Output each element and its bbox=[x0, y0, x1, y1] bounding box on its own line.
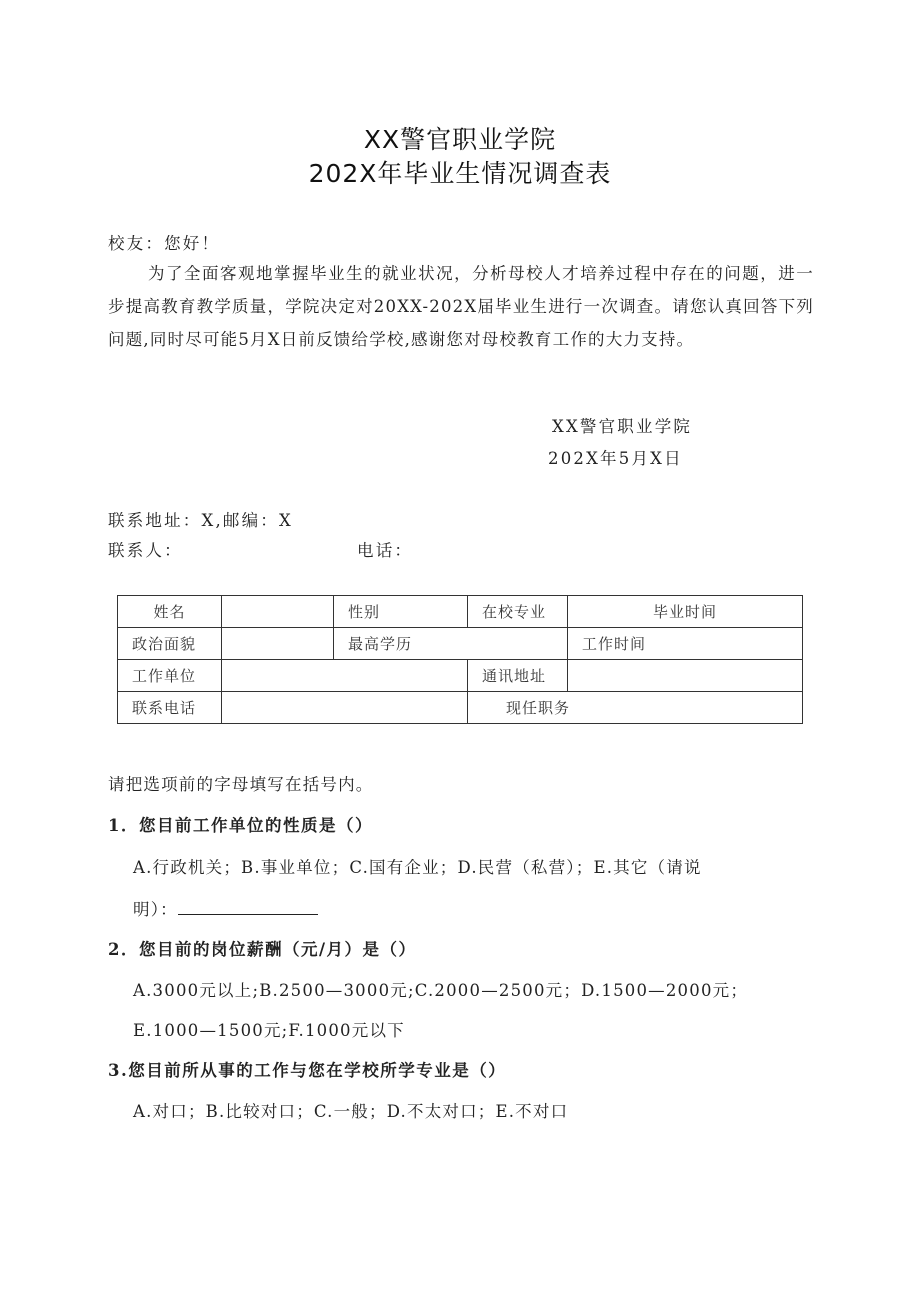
mail-address-label: 通讯地址 bbox=[468, 660, 568, 692]
phone-field[interactable] bbox=[222, 692, 468, 724]
contact-address: 联系地址：X,邮编：X bbox=[108, 511, 293, 530]
education-label: 最高学历 bbox=[334, 628, 568, 660]
question-1-other-blank[interactable] bbox=[178, 900, 318, 915]
political-label: 政治面貌 bbox=[118, 628, 222, 660]
document-title-line2: 202X年毕业生情况调查表 bbox=[308, 159, 612, 188]
grad-time-label: 毕业时间 bbox=[568, 596, 803, 628]
greeting: 校友：您好！ bbox=[108, 234, 221, 253]
gender-label: 性别 bbox=[334, 596, 468, 628]
instructions: 请把选项前的字母填写在括号内。 bbox=[108, 775, 374, 794]
phone-label: 联系电话 bbox=[118, 692, 222, 724]
intro-paragraph: 为了全面客观地掌握毕业生的就业状况，分析母校人才培养过程中存在的问题，进一步提高教育教学质量，学院决定对20XX-202X届毕业生进行一次调查。请您认真回答下列问题,同时尽可能5月X日前反馈给学校,感谢您对母校教育工作的大力支持。 bbox=[108, 264, 814, 349]
employer-field[interactable] bbox=[222, 660, 468, 692]
question-3-options: A.对口；B.比较对口；C.一般；D.不太对口；E.不对口 bbox=[133, 1102, 569, 1121]
table-row bbox=[118, 692, 803, 724]
question-1-options-cont bbox=[133, 896, 318, 920]
question-3-title: 3.您目前所从事的工作与您在学校所学专业是（） bbox=[108, 1061, 507, 1080]
question-1-options: A.行政机关；B.事业单位；C.国有企业；D.民营（私营）；E.其它（请说 bbox=[133, 858, 702, 877]
table-row bbox=[118, 596, 803, 628]
signature-date: 202X年5月X日 bbox=[548, 449, 683, 468]
table-row bbox=[118, 660, 803, 692]
name-field[interactable] bbox=[222, 596, 334, 628]
contact-phone-label: 电话： bbox=[357, 541, 414, 560]
question-1-other-label: 明）： bbox=[133, 900, 178, 919]
mail-address-field[interactable] bbox=[568, 660, 803, 692]
question-2-options-cont: E.1000—1500元;F.1000元以下 bbox=[133, 1021, 405, 1040]
question-2-title: 2．您目前的岗位薪酬（元/月）是（） bbox=[108, 940, 417, 959]
graduate-info-table bbox=[117, 595, 803, 724]
political-field[interactable] bbox=[222, 628, 334, 660]
position-label: 现任职务 bbox=[468, 692, 803, 724]
work-time-label: 工作时间 bbox=[568, 628, 803, 660]
name-label: 姓名 bbox=[118, 596, 222, 628]
employer-label: 工作单位 bbox=[118, 660, 222, 692]
major-label: 在校专业 bbox=[468, 596, 568, 628]
document-title-line1: XX警官职业学院 bbox=[363, 125, 557, 154]
question-1-title: 1．您目前工作单位的性质是（） bbox=[108, 816, 373, 835]
contact-person-label: 联系人： bbox=[108, 541, 183, 560]
signature-org: XX警官职业学院 bbox=[552, 417, 693, 436]
table-row bbox=[118, 628, 803, 660]
question-2-options: A.3000元以上;B.2500—3000元;C.2000—2500元；D.1500—2000元； bbox=[133, 981, 749, 1000]
